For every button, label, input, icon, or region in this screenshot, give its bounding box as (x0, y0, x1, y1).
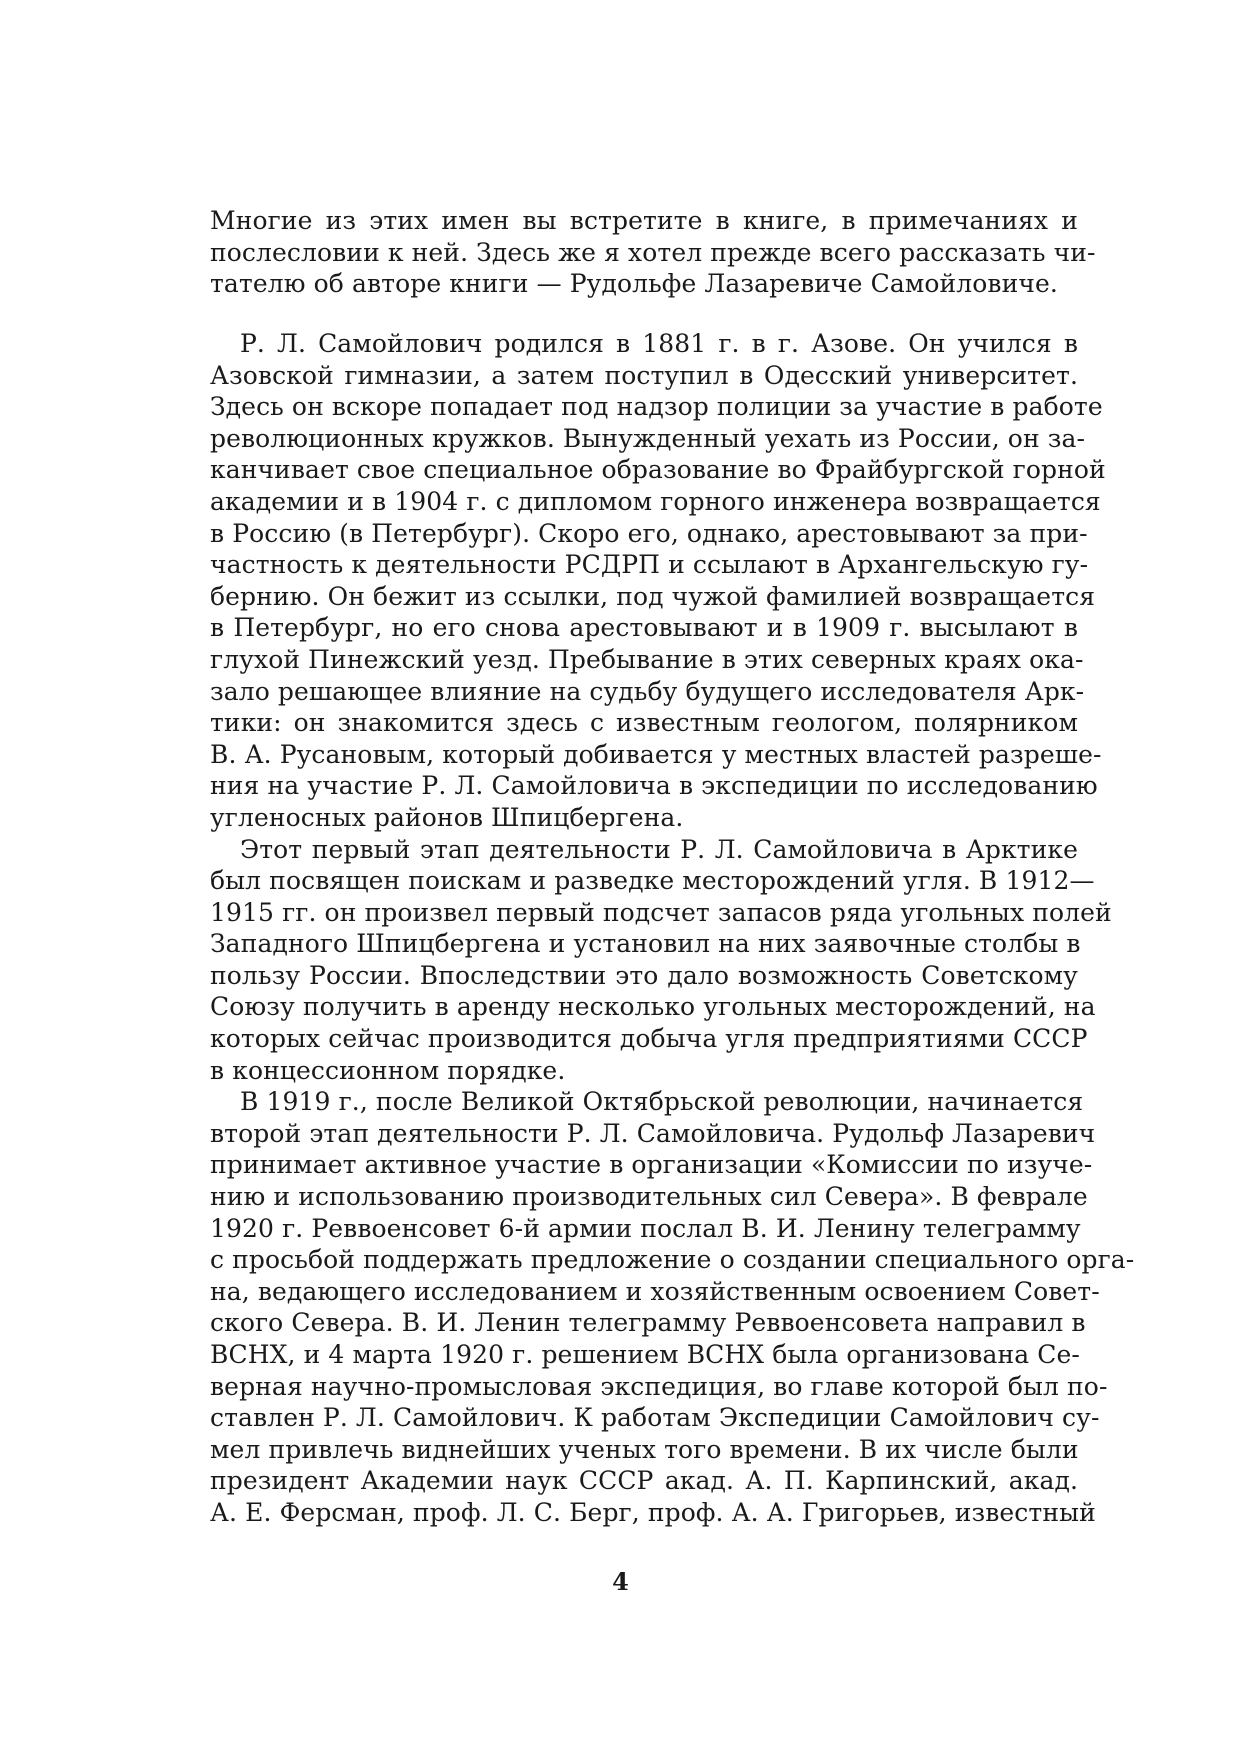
text-line: верная научно-промысловая экспедиция, во главе которой был по- (210, 1371, 1108, 1401)
text-line: В. А. Русановым, который добивается у местных властей разреше- (210, 739, 1102, 769)
text-line: Союзу получить в аренду несколько угольных месторождений, на (210, 992, 1096, 1022)
text-line: ставлен Р. Л. Самойлович. К работам Экспедиции Самойлович су- (210, 1403, 1100, 1433)
paragraph-second-stage (210, 1086, 1135, 1528)
page-number: 4 (612, 1567, 629, 1596)
text-line: мел привлечь виднейших ученых того времени. В их числе были (210, 1434, 1079, 1464)
text-line: 1920 г. Реввоенсовет 6-й армии послал В. И. Ленину телеграмму (210, 1213, 1081, 1243)
text-line: Здесь он вскоре попадает под надзор полиции за участие в работе (210, 392, 1103, 422)
text-line: А. Е. Ферсман, проф. Л. С. Берг, проф. А. А. Григорьев, известный (210, 1497, 1096, 1527)
text-line: в Россию (в Петербург). Скоро его, однако, арестовывают за при- (210, 518, 1088, 548)
text-line: президент Академии наук СССР акад. А. П. Карпинский, акад. (210, 1466, 1078, 1496)
text-line: тики: он знакомится здесь с известным геологом, полярником (210, 708, 1078, 738)
text-line: Западного Шпицбергена и установил на них заявочные столбы в (210, 929, 1081, 959)
paragraph-early-life (210, 328, 1106, 834)
text-line: канчивает свое специальное образование во Фрайбургской горной (210, 455, 1106, 485)
text-line: ского Севера. В. И. Ленин телеграмму Реввоенсовета направил в (210, 1308, 1086, 1338)
text-line: в Петербург, но его снова арестовывают и в 1909 г. высылают в (210, 613, 1078, 643)
text-line: ВСНХ, и 4 марта 1920 г. решением ВСНХ была организована Се- (210, 1340, 1080, 1369)
biography-section (210, 328, 1135, 1529)
text-line: Азовской гимназии, а затем поступил в Одесский университет. (210, 360, 1078, 390)
text-line: 1915 гг. он произвел первый подсчет запасов ряда угольных полей (210, 897, 1112, 927)
text-line: нию и использованию производительных сил Севера». В феврале (210, 1182, 1088, 1212)
text-line: которых сейчас производится добыча угля предприятиями СССР (210, 1024, 1088, 1054)
text-line: революционных кружков. Вынужденный уехать из России, он за- (210, 423, 1086, 453)
text-line: В 1919 г., после Великой Октябрьской революции, начинается (240, 1087, 1084, 1117)
text-line: на, ведающего исследованием и хозяйственным освоением Совет- (210, 1276, 1100, 1306)
text-line: бернию. Он бежит из ссылки, под чужой фамилией возвращается (210, 581, 1096, 611)
text-line: глухой Пинежский уезд. Пребывание в этих северных краях ока- (210, 644, 1084, 674)
text-line: принимает активное участие в организации «Комиссии по изуче- (210, 1150, 1093, 1180)
text-line: частность к деятельности РСДРП и ссылают в Архангельскую гу- (210, 550, 1089, 580)
text-line: был посвящен поискам и разведке месторождений угля. В 1912— (210, 866, 1095, 896)
text-line: с просьбой поддержать предложение о создании специального орга- (210, 1245, 1135, 1275)
text-line: Р. Л. Самойлович родился в 1881 г. в г. Азове. Он учился в (240, 329, 1078, 358)
text-line: в концессионном порядке. (210, 1055, 566, 1085)
text-line: Многие из этих имен вы встретите в книге, в примечаниях и (210, 206, 1078, 235)
text-line: Этот первый этап деятельности Р. Л. Самойловича в Арктике (240, 834, 1078, 864)
text-line: второй этап деятельности Р. Л. Самойловича. Рудольф Лазаревич (210, 1118, 1096, 1148)
text-line: академии и в 1904 г. с дипломом горного инженера возвращается (210, 486, 1101, 516)
text-line: зало решающее влияние на судьбу будущего исследователя Арк- (210, 676, 1085, 706)
text-line: ния на участие Р. Л. Самойловича в экспедиции по исследованию (210, 771, 1098, 801)
text-line: пользу России. Впоследствии это дало возможность Советскому (210, 960, 1078, 990)
text-line: тателю об авторе книги — Рудольфе Лазаревиче Самойловиче. (210, 269, 1058, 299)
text-line: угленосных районов Шпицбергена. (210, 802, 684, 832)
text-line: послесловии к ней. Здесь же я хотел прежде всего рассказать чи- (210, 237, 1096, 267)
paragraph-first-stage (210, 834, 1112, 1087)
intro-paragraph (210, 205, 1096, 300)
